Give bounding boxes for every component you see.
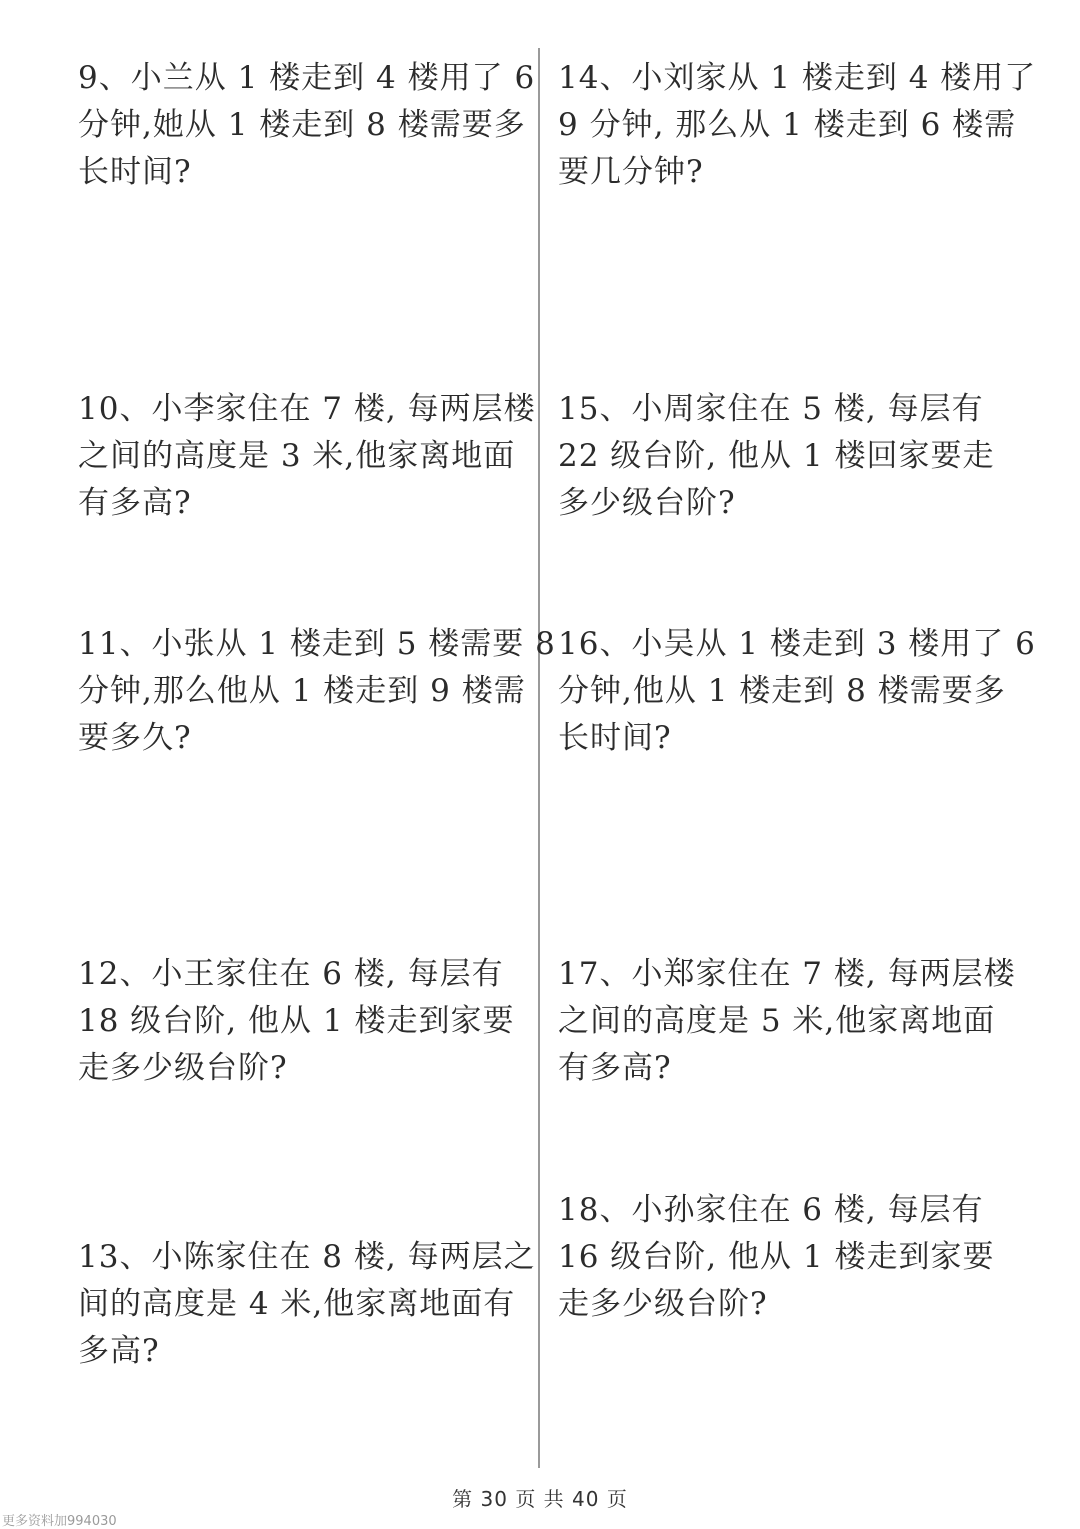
problem-9-line-3: 长时间? [78, 154, 192, 190]
problem-16-line-1: 16、小吴从 1 楼走到 3 楼用了 6 [558, 626, 1036, 662]
problem-10-line-3: 有多高? [78, 485, 192, 521]
problem-18-line-1: 18、小孙家住在 6 楼, 每层有 [558, 1192, 984, 1228]
problem-9-line-1: 9、小兰从 1 楼走到 4 楼用了 6 [78, 60, 536, 96]
problem-18-line-2: 16 级台阶, 他从 1 楼走到家要 [558, 1239, 995, 1275]
problem-12-line-3: 走多少级台阶? [78, 1050, 288, 1086]
problem-12-line-2: 18 级台阶, 他从 1 楼走到家要 [78, 1003, 515, 1039]
problem-14-line-2: 9 分钟, 那么从 1 楼走到 6 楼需 [558, 107, 1017, 143]
problem-13-line-3: 多高? [78, 1333, 160, 1369]
problem-18 [558, 1187, 994, 1328]
problem-15-line-1: 15、小周家住在 5 楼, 每层有 [558, 391, 984, 427]
problem-11-line-1: 11、小张从 1 楼走到 5 楼需要 8 [78, 626, 556, 662]
problem-15-line-3: 多少级台阶? [558, 485, 736, 521]
problem-13-line-1: 13、小陈家住在 8 楼, 每两层之 [78, 1239, 536, 1275]
problem-13 [78, 1234, 536, 1375]
problem-13-line-2: 间的高度是 4 米,他家离地面有 [78, 1286, 516, 1322]
problem-17 [558, 951, 1016, 1092]
problem-9 [78, 55, 535, 196]
problem-9-line-2: 分钟,她从 1 楼走到 8 楼需要多 [78, 107, 526, 143]
problem-17-line-2: 之间的高度是 5 米,他家离地面 [558, 1003, 996, 1039]
problem-11 [78, 621, 556, 762]
problem-16 [558, 621, 1036, 762]
problem-17-line-3: 有多高? [558, 1050, 672, 1086]
problem-16-line-3: 长时间? [558, 720, 672, 756]
problem-17-line-1: 17、小郑家住在 7 楼, 每两层楼 [558, 956, 1016, 992]
problem-15-line-2: 22 级台阶, 他从 1 楼回家要走 [558, 438, 995, 474]
problem-12-line-1: 12、小王家住在 6 楼, 每层有 [78, 956, 504, 992]
watermark-text: 更多资料加994030 [2, 1514, 117, 1529]
problem-16-line-2: 分钟,他从 1 楼走到 8 楼需要多 [558, 673, 1006, 709]
problem-11-line-3: 要多久? [78, 720, 192, 756]
problem-12 [78, 951, 514, 1092]
problem-10-line-2: 之间的高度是 3 米,他家离地面 [78, 438, 516, 474]
page-number: 第 30 页 共 40 页 [452, 1487, 628, 1511]
problem-10 [78, 386, 536, 527]
problem-14 [558, 55, 1036, 196]
problem-15 [558, 386, 994, 527]
problem-11-line-2: 分钟,那么他从 1 楼走到 9 楼需 [78, 673, 526, 709]
problem-14-line-1: 14、小刘家从 1 楼走到 4 楼用了 [558, 60, 1037, 96]
problem-10-line-1: 10、小李家住在 7 楼, 每两层楼 [78, 391, 536, 427]
problem-14-line-3: 要几分钟? [558, 154, 704, 190]
problem-18-line-3: 走多少级台阶? [558, 1286, 768, 1322]
